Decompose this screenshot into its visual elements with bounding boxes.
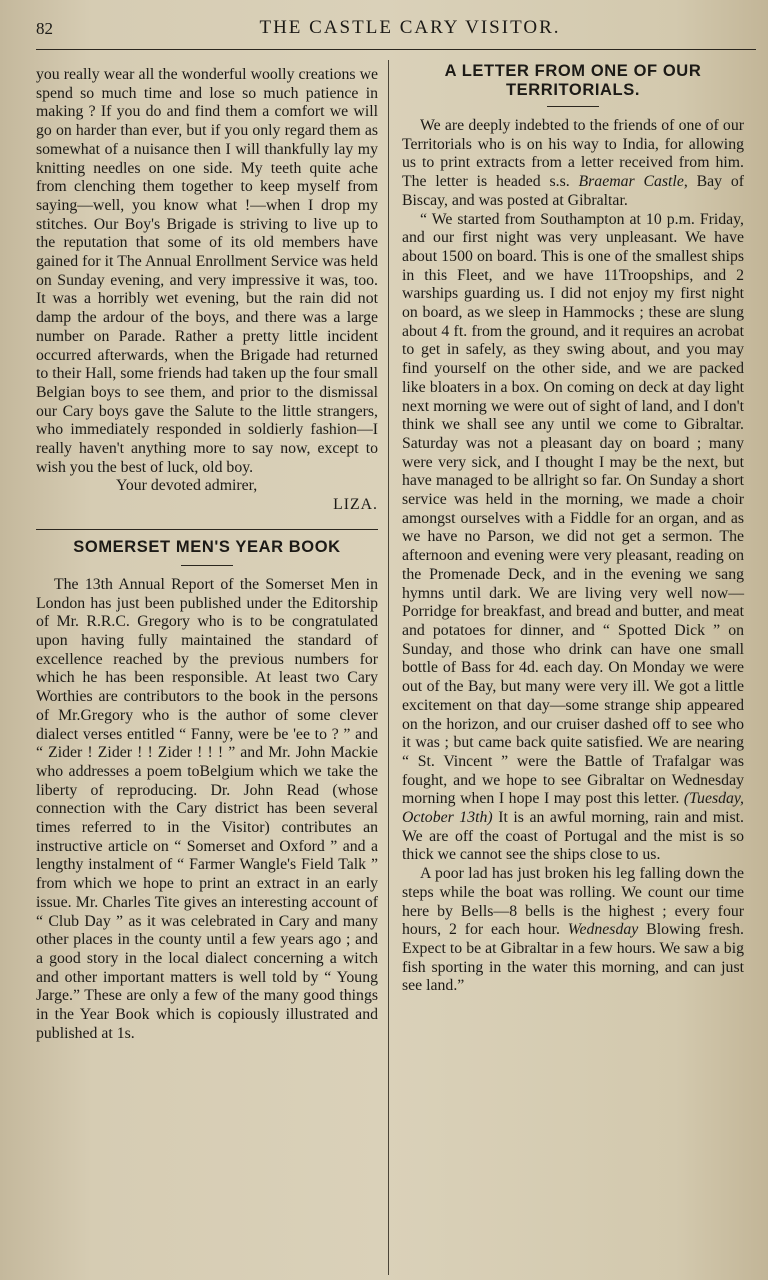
letter-signature: LIZA. (333, 496, 378, 514)
right-column (402, 62, 744, 996)
heading-line-2: TERRITORIALS. (506, 81, 640, 99)
intro-text-a: We are deeply indebted to the friends of one of our Territorials who is on his way to India, for allowing us to print extracts from a letter received from him. The letter is headed s.s. (402, 117, 744, 191)
date-note: (Tuesday, October 13th) (402, 790, 744, 827)
year-book-heading: SOMERSET MEN'S YEAR BOOK (73, 537, 341, 556)
header-rule (36, 49, 756, 50)
letter-text-b: It is an awful morning, rain and mist. We are off the coast of Portugal and the mist is so thick we cannot see the ships close to us. (402, 809, 745, 864)
continued-letter-text: you really wear all the wonderful woolly creations we spend so much time and lose so much patience in making ? If you do and find them a comfort we will go on harder than ever, but if you only regard them as somewhat of a nuisance then I will thankfully lay my knitting needles on one side. My teeth quite ache from clenching them together to keep myself from saying—well, you know what !—when I drop my stitches. Our Boy's Brigade is striving to live up to the reputation that some of its old members have gained for it The Annual Enrollment Service was held on Sunday evening, and very impressive it was, too. It was a horribly wet evening, but the rain did not damp the ardour of the boys, and there was a large number on Parade. Rather a pretty little incident occurred afterwards, when the Brigade had returned to their Hall, some friends had taken up the four small Belgian boys to see them, and prior to the dismissal our Cary boys gave the Salute to the little strangers, who immediately responded in soldierly fashion—I really haven't anything more to say now, except to wish you the best of luck, old boy. (36, 66, 378, 476)
letter-final-paragraph (402, 865, 744, 996)
letter2-text-a: A poor lad has just broken his leg falling down the steps while the boat was rolling. We count our time here by Bells—8 bells is the highest ; every four hours, 2 for each hour. (402, 865, 744, 939)
day-note: Wednesday (567, 921, 639, 939)
ship-name: Braemar Castle (578, 173, 684, 191)
letter-signoff: Your devoted admirer, (116, 477, 258, 495)
letter-body-paragraph (402, 211, 744, 866)
territorial-letter-heading (402, 62, 744, 100)
heading-underline (181, 565, 233, 566)
page-number: 82 (36, 19, 53, 38)
heading-line-1: A LETTER FROM ONE OF OUR (444, 62, 702, 80)
page-header (0, 14, 768, 46)
left-column (36, 66, 378, 1043)
section-rule (36, 529, 378, 530)
letter-text-a: “ We started from Southampton at 10 p.m. Friday, and our first night was very unpleasant. We have about 1500 on board. This is one of the smallest ships in this Fleet, and we have 11Troopships, and 2 warships guarding us. I did not enjoy my first night on board, as we sleep in Hammocks ; these are slung about 4 ft. from the ground, and it requires an acrobat to get in safely, as they swing about, and you may find yourself on the other side, and we are packed like bloaters in a box. On coming on deck at day light next morning we were out of sight of land, and I don't think we shall see any until we come to Gibraltar. Saturday was not a pleasant day on board ; many were very sick, and I thought I may be the next, but have managed to be allright so far. On Sunday a short service was held in the morning, we made a choir amongst ourselves with a Fiddle for an organ, and as we have no Parson, we did not get a sermon. The afternoon and evening were very pleasant, reading on the Promenade Deck, and in the evening we sang hymns until dark. We are living very well now—Porridge for breakfast, and bread and butter, and meat and potatoes for dinner, and “ Spotted Dick ” on Sunday, and those who drink can have one small bottle of Bass for 4d. each day. On Monday we were out of the Bay, but many were very ill. We got a little excitement on that day—some strange ship appeared on the horizon, and our cruiser dashed off to see who it was ; but came back quite satisfied. We are nearing “ St. Vincent ” were the Battle of Trafalgar was fought, and we hope to see Gibraltar on Wednesday morning when I hope I may post this letter. (402, 210, 744, 808)
letter2-text-b: Blowing fresh. Expect to be at Gibraltar in a few hours. We saw a big fish sporting in the water this morning, and can just see land.” (402, 921, 744, 995)
column-divider (388, 60, 389, 1275)
running-title: THE CASTLE CARY VISITOR. (259, 17, 561, 38)
letter-intro-paragraph (402, 117, 744, 211)
year-book-article-text: The 13th Annual Report of the Somerset Men in London has just been published under the Editorship of Mr. R.R.C. Gregory who is to be congratulated upon having fully maintained the standard of excellence reached by the previous numbers for which he has been responsible. At least two Cary Worthies are contributors to the book in the persons of Mr.Gregory who is the author of some clever dialect verses entitled “ Fanny, were be 'ee to ? ” and “ Zider ! Zider ! ! Zider ! ! ! ” and Mr. John Mackie who addresses a poem toBelgium which we take the liberty of reproducing. Dr. John Read (whose connection with the Cary district has been several times referred to in the Visitor) contributes an instructive article on “ Somerset and Oxford ” and a lengthy instalment of “ Farmer Wangle's Field Talk ” from which we hope to print an extract in an early issue. Mr. Charles Tite gives an interesting account of “ Club Day ” as it was celebrated in Cary and many other places in the county until a few years ago ; and a good story in the local dialect concerning a witch and other important matters is well told by “ Young Jarge.” These are only a few of the many good things in the Year Book which is copiously illustrated and published at 1s. (36, 575, 378, 1042)
intro-text-b: , Bay of Biscay, and was posted at Gibraltar. (402, 173, 745, 209)
heading-underline (547, 106, 599, 107)
